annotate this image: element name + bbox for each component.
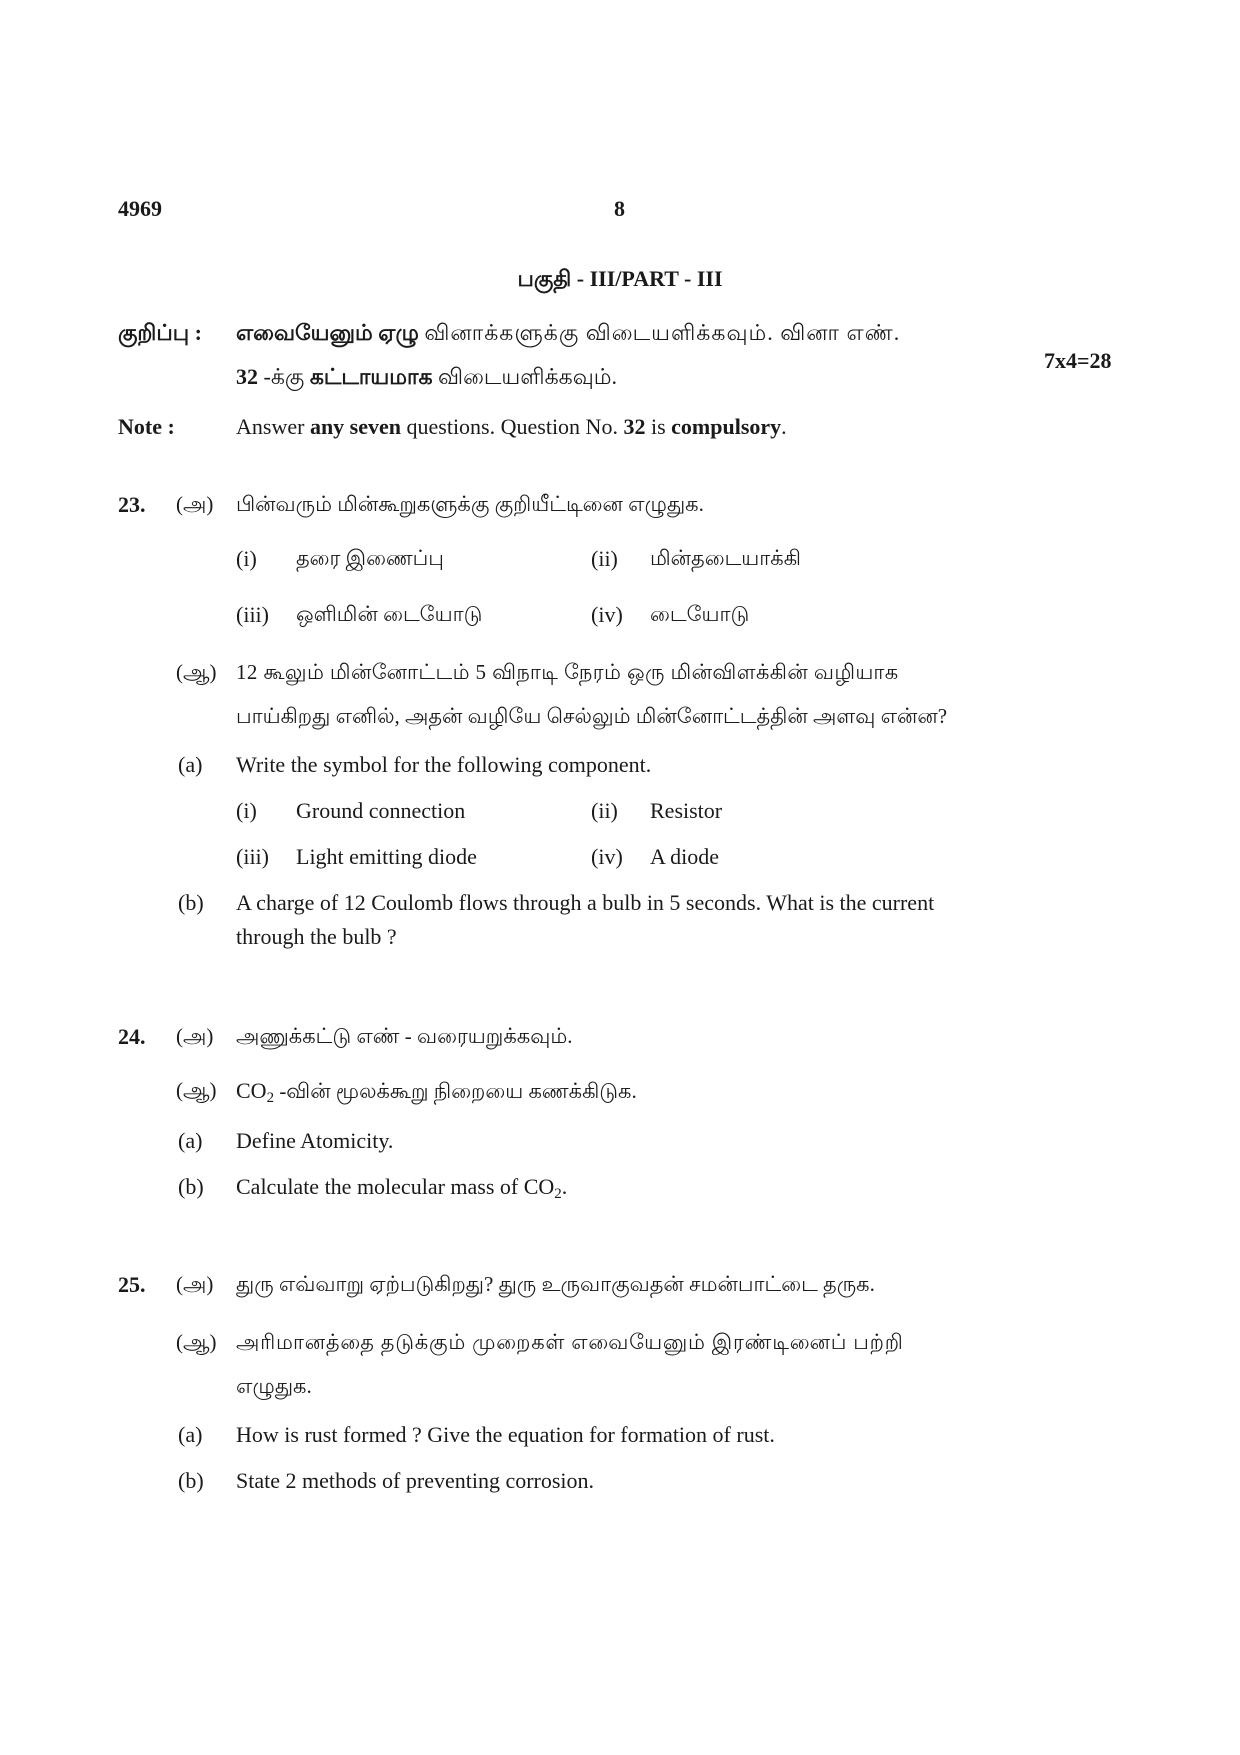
tamil-instruction-text: வினாக்களுக்கு விடையளிக்கவும். வினா எண்.: [424, 320, 901, 345]
note-bold-part: 32: [623, 414, 646, 439]
part-b-text-tamil: [236, 1078, 637, 1106]
part-b-label: (b): [178, 1174, 204, 1199]
tamil-instruction-bold: எவையேனும் ஏழு: [236, 320, 419, 345]
option-label: (i): [236, 798, 257, 823]
part-b-label: (b): [178, 890, 204, 915]
note-label: Note :: [118, 414, 175, 439]
part-b-text-tamil-line2: பாய்கிறது எனில், அதன் வழியே செல்லும் மின்னோட்டத்தின் அளவு என்ன?: [236, 704, 948, 728]
note-text: [236, 414, 787, 440]
option-text: Resistor: [650, 798, 723, 823]
part-b-text-tamil-line1: அரிமானத்தை தடுக்கும் முறைகள் எவையேனும் இரண்டினைப் பற்றி: [236, 1330, 904, 1354]
formula-subscript: 2: [554, 1186, 562, 1202]
question-number: 23.: [118, 492, 146, 517]
part-b-label-tamil: (ஆ): [176, 660, 217, 684]
part-a-label: (a): [178, 1128, 203, 1153]
option-text-tamil: ஒளிமின் டையோடு: [296, 602, 483, 626]
part-a-label: (a): [178, 1422, 203, 1447]
part-a-label-tamil: (அ): [176, 1272, 214, 1296]
part-a-text: Define Atomicity.: [236, 1128, 394, 1153]
note-part: is: [650, 414, 666, 439]
compulsory-question-number: 32: [236, 364, 258, 389]
part-b-label: (b): [178, 1468, 204, 1493]
tamil-instruction-line2: [236, 364, 617, 393]
option-label: (i): [236, 546, 257, 571]
note-part: Answer: [236, 414, 305, 439]
tamil-compulsory-word: கட்டாயமாக: [309, 364, 433, 389]
part-b-text-tamil-line1: 12 கூலும் மின்னோட்டம் 5 விநாடி நேரம் ஒரு மின்விளக்கின் வழியாக: [236, 660, 899, 684]
part-b-text-main: Calculate the molecular mass of CO: [236, 1174, 555, 1199]
part-a-text-tamil: துரு எவ்வாறு ஏற்படுகிறது? துரு உருவாகுவதன் சமன்பாட்டை தருக.: [236, 1272, 875, 1296]
marks-allocation: 7x4=28: [1044, 348, 1112, 373]
option-label: (ii): [591, 546, 618, 571]
page-number: 8: [614, 196, 625, 221]
formula-subscript: 2: [266, 1090, 275, 1106]
option-text: A diode: [650, 844, 720, 869]
option-text: Ground connection: [296, 798, 466, 823]
part-a-text-tamil: அணுக்கட்டு எண் - வரையறுக்கவும்.: [236, 1024, 573, 1048]
part-b-text-line1: A charge of 12 Coulomb flows through a bulb in 5 seconds. What is the current: [236, 890, 935, 915]
part-b-text: State 2 methods of preventing corrosion.: [236, 1468, 595, 1493]
note-part: .: [781, 414, 787, 439]
part-b-text: [236, 1174, 567, 1200]
note-bold-part: compulsory: [671, 414, 782, 439]
paper-code: 4969: [118, 196, 162, 221]
part-a-label-tamil: (அ): [176, 1024, 214, 1048]
option-label: (iv): [591, 844, 623, 869]
option-text-tamil: மின்தடையாக்கி: [650, 546, 801, 570]
part-b-text-tamil-line2: எழுதுக.: [236, 1374, 312, 1398]
part-b-text-end: .: [561, 1174, 568, 1199]
part-a-text: How is rust formed ? Give the equation for formation of rust.: [236, 1422, 775, 1447]
question-number: 25.: [118, 1272, 146, 1297]
part-b-label-tamil: (ஆ): [176, 1078, 217, 1102]
tamil-instruction-end: விடையளிக்கவும்.: [438, 364, 617, 389]
option-label: (iii): [236, 844, 269, 869]
formula-text: CO: [236, 1078, 267, 1103]
option-label: (iv): [591, 602, 623, 627]
option-text-tamil: டையோடு: [650, 602, 750, 626]
option-label: (iii): [236, 602, 269, 627]
part-a-text-tamil: பின்வரும் மின்கூறுகளுக்கு குறியீட்டினை எழுதுக.: [236, 492, 704, 516]
option-label: (ii): [591, 798, 618, 823]
section-title: பகுதி - III/PART - III: [517, 266, 723, 291]
question-number: 24.: [118, 1024, 146, 1049]
part-b-text-line2: through the bulb ?: [236, 924, 397, 949]
note-part: questions. Question No.: [406, 414, 618, 439]
part-a-label: (a): [178, 752, 203, 777]
part-a-label-tamil: (அ): [176, 492, 214, 516]
tamil-instruction-suffix: -க்கு: [263, 364, 305, 389]
part-b-label-tamil: (ஆ): [176, 1330, 217, 1354]
part-b-text-tamil-rest: -வின் மூலக்கூறு நிறையை கணக்கிடுக.: [274, 1079, 637, 1103]
option-text: Light emitting diode: [296, 844, 477, 869]
note-bold-part: any seven: [309, 414, 401, 439]
part-a-text: Write the symbol for the following component.: [236, 752, 652, 777]
tamil-instruction-line1: [236, 320, 1066, 349]
tamil-note-label: குறிப்பு :: [118, 320, 202, 345]
option-text-tamil: தரை இணைப்பு: [296, 546, 444, 570]
